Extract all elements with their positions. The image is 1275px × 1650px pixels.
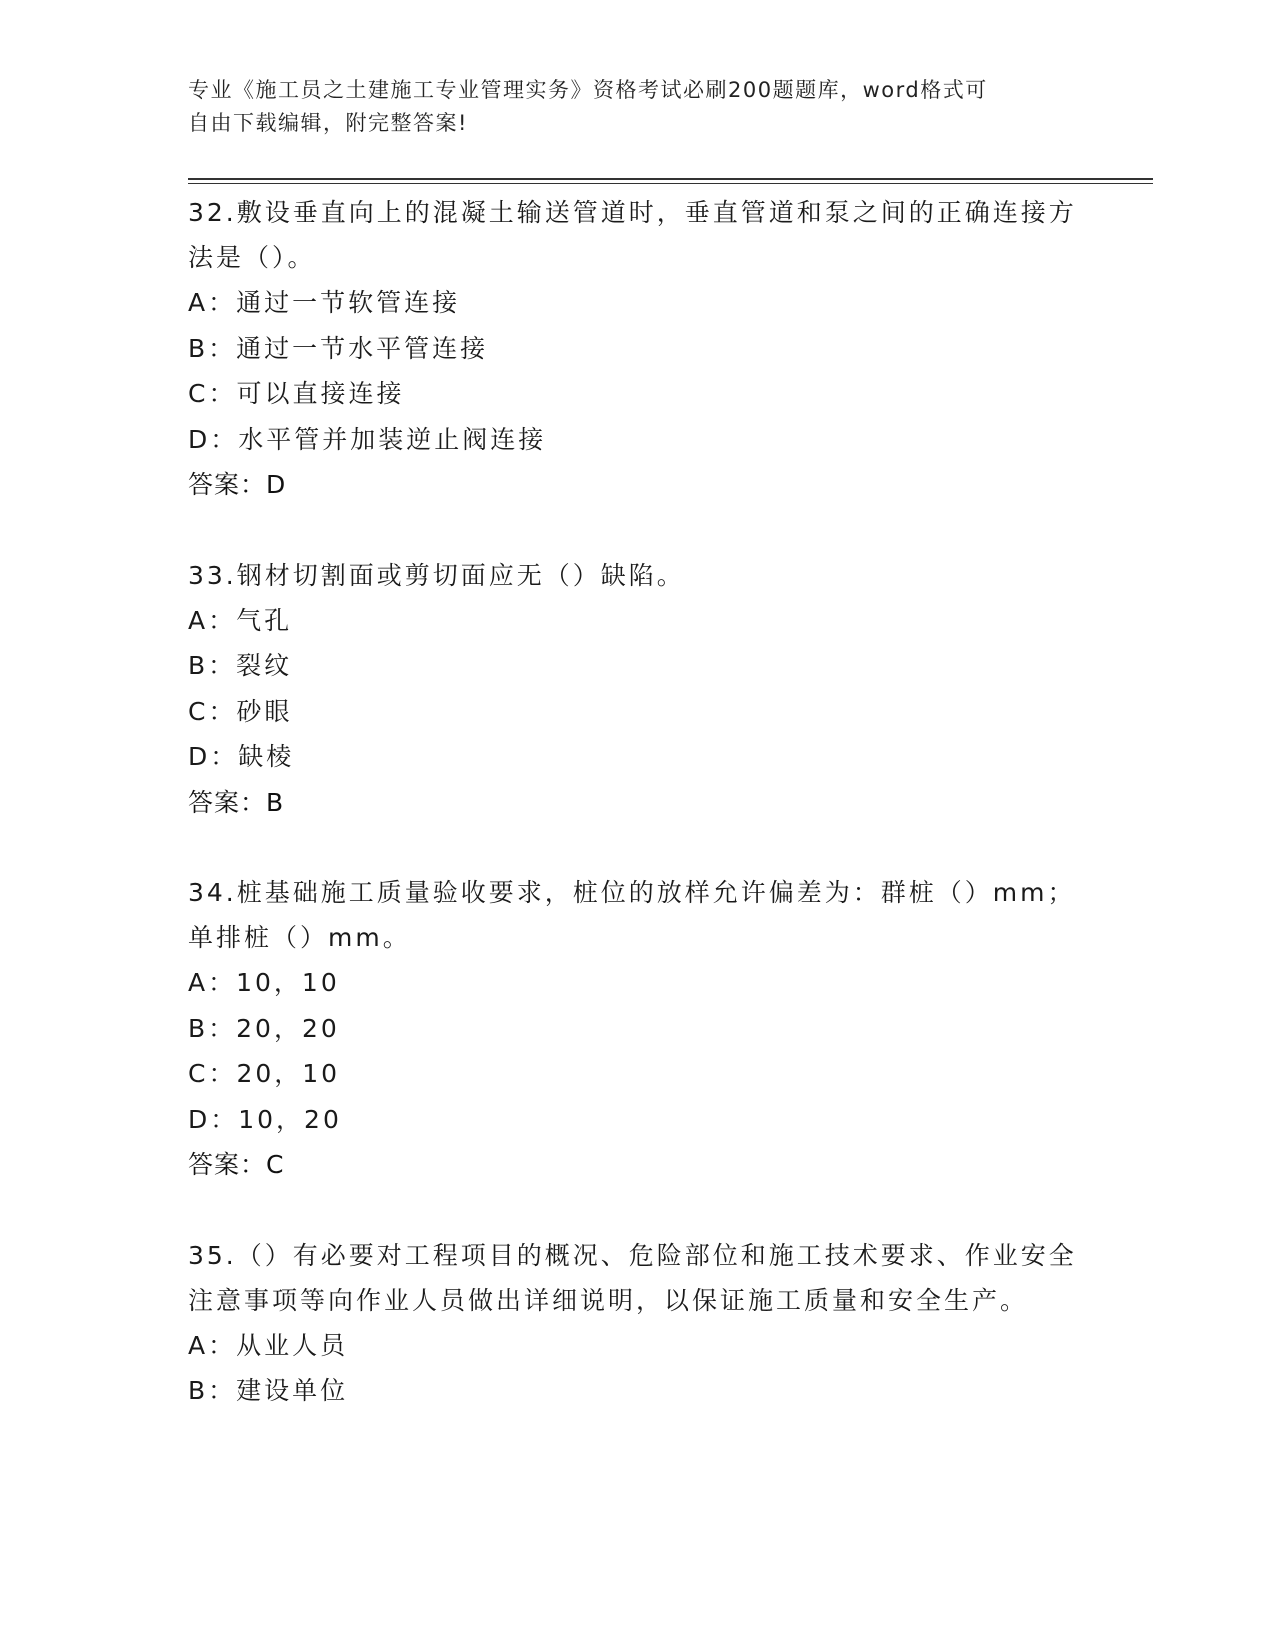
question-34 xyxy=(188,870,1088,1188)
answer-line: 答案：D xyxy=(188,470,287,499)
option-d: D：10，20 xyxy=(188,1104,342,1134)
option-c: C：20，10 xyxy=(188,1059,341,1088)
answer-line: 答案：C xyxy=(188,1150,285,1179)
header-divider-thick xyxy=(188,178,1153,180)
header-line-2: 自由下载编辑，附完整答案! xyxy=(188,111,468,135)
option-a: A：10，10 xyxy=(188,968,340,997)
option-a: A：通过一节软管连接 xyxy=(188,288,461,317)
question-stem: 32.敷设垂直向上的混凝土输送管道时，垂直管道和泵之间的正确连接方法是（）。 xyxy=(188,198,1077,272)
header-divider-thin xyxy=(188,183,1153,184)
answer-line: 答案：B xyxy=(188,787,285,817)
option-a: A：从业人员 xyxy=(188,1330,349,1360)
question-stem: 34.桩基础施工质量验收要求，桩位的放样允许偏差为：群桩（）mm；单排桩（）mm。 xyxy=(188,878,1076,952)
option-c: C：可以直接连接 xyxy=(188,379,405,408)
question-32 xyxy=(188,190,1088,508)
option-a: A：气孔 xyxy=(188,605,293,635)
question-33 xyxy=(188,553,1088,826)
option-b: B：通过一节水平管连接 xyxy=(188,333,489,363)
option-b: B：建设单位 xyxy=(188,1376,349,1405)
question-stem: 35.（）有必要对工程项目的概况、危险部位和施工技术要求、作业安全注意事项等向作业人员做出详细说明，以保证施工质量和安全生产。 xyxy=(188,1240,1077,1315)
question-stem: 33.钢材切割面或剪切面应无（）缺陷。 xyxy=(188,560,685,590)
option-b: B：20，20 xyxy=(188,1013,340,1043)
option-b: B：裂纹 xyxy=(188,651,293,680)
option-d: D：缺棱 xyxy=(188,742,295,771)
option-c: C：砂眼 xyxy=(188,696,293,726)
header-note xyxy=(188,74,1068,140)
option-d: D：水平管并加装逆止阀连接 xyxy=(188,424,547,454)
question-35 xyxy=(188,1233,1088,1414)
question-list xyxy=(188,190,1088,1459)
header-line-1: 专业《施工员之土建施工专业管理实务》资格考试必刷200题题库，word格式可 xyxy=(188,78,988,102)
